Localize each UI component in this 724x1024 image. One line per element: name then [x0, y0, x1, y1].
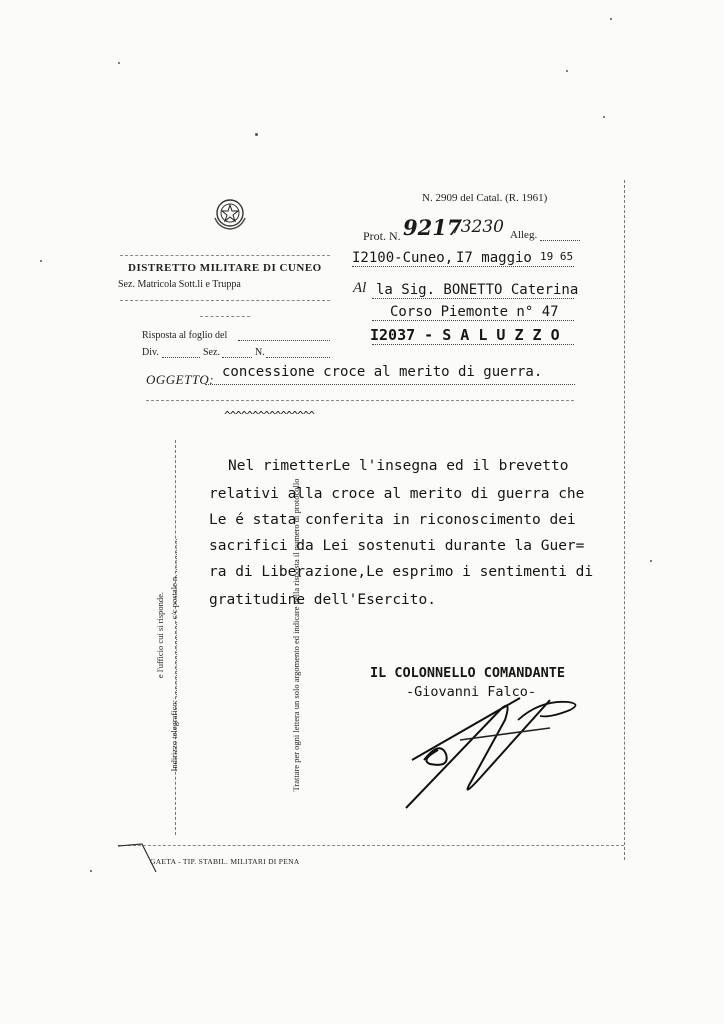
- catalog-number: N. 2909 del Catal. (R. 1961): [422, 192, 548, 204]
- prot-number: 9217: [403, 215, 462, 240]
- body-line: gratitudine dell'Esercito.: [209, 592, 436, 608]
- recipient-line2: Corso Piemonte n° 47: [390, 304, 559, 320]
- noise-speck: [603, 116, 605, 118]
- body-line: ra di Liberazione,Le esprimo i sentimenti di: [209, 564, 594, 580]
- recipient-prefix: Al: [353, 280, 367, 296]
- noise-speck: [90, 870, 92, 872]
- page-edge-bottom: [118, 845, 624, 846]
- signature-title: IL COLONNELLO COMANDANTE: [370, 665, 566, 681]
- recipient-line1: la Sig. BONETTO Caterina: [376, 282, 579, 298]
- subject-rule: [146, 400, 574, 401]
- reply-dots: [238, 340, 330, 341]
- printer-note: GAETA - TIP. STABIL. MILITARI DI PENA: [150, 857, 300, 866]
- reply-sez-dots: [222, 357, 252, 358]
- place-city: I2100-Cuneo,: [352, 250, 454, 266]
- subject-label: OGGETTO:: [146, 372, 215, 387]
- margin-note-line1: Trattare per ogni lettera un solo argomento ed indicare nella risposta il numero di protocollo: [291, 478, 301, 792]
- reply-n-label: N.: [255, 347, 265, 358]
- page-edge-right: [624, 180, 625, 860]
- reply-n-dots: [266, 357, 330, 358]
- noise-speck: [610, 18, 612, 20]
- recipient-dots: [372, 298, 574, 299]
- margin-note-line2: e l'ufficio cui si risponde.: [155, 591, 165, 679]
- sender-line2: Sez. Matricola Sott.li e Truppa: [118, 279, 241, 290]
- reply-label: Risposta al foglio del: [142, 330, 228, 341]
- body-line: relativi alla croce al merito di guerra che: [209, 486, 585, 502]
- noise-speck: [118, 62, 120, 64]
- sender-rule: [120, 300, 330, 301]
- noise-speck: [40, 260, 42, 262]
- letter-date: I7 maggio: [456, 250, 532, 266]
- date-dots: [352, 266, 574, 267]
- recipient-dots: [372, 320, 574, 321]
- recipient-dots: [372, 344, 574, 345]
- emblem-icon: [210, 194, 250, 232]
- noise-speck: [650, 560, 652, 562]
- subject-text: concessione croce al merito di guerra.: [222, 364, 543, 380]
- letter-year: 19 65: [540, 250, 574, 263]
- sender-rule: [120, 255, 330, 256]
- reply-sez-label: Sez.: [203, 347, 220, 358]
- reply-div-label: Div.: [142, 347, 159, 358]
- body-line: Nel rimetterLe l'insegna ed il brevetto: [228, 458, 569, 474]
- noise-speck: [566, 70, 568, 72]
- noise-speck: [255, 133, 258, 136]
- body-line: sacrifici da Lei sostenuti durante la Guer=: [209, 538, 585, 554]
- alleg-dots: [540, 240, 580, 241]
- handwritten-signature: [400, 680, 590, 810]
- sender-rule-short: [200, 316, 250, 317]
- sender-line1: DISTRETTO MILITARE DI CUNEO: [128, 262, 322, 274]
- prot-label: Prot. N.: [363, 229, 401, 243]
- recipient-line3: I2037 - S A L U Z Z O: [370, 326, 560, 344]
- margin-note-line3: Indirizzo telegrafico: .................................... c/c postale n. ................: [169, 538, 179, 772]
- divider-carets: ^^^^^^^^^^^^^^^^: [224, 409, 314, 422]
- signature-name: -Giovanni Falco-: [406, 684, 537, 700]
- prot-sep: /3230: [455, 217, 504, 237]
- alleg-label: Alleg.: [510, 229, 538, 241]
- reply-div-dots: [162, 357, 200, 358]
- body-line: Le é stata conferita in riconoscimento dei: [209, 512, 576, 528]
- subject-dots: [205, 384, 575, 385]
